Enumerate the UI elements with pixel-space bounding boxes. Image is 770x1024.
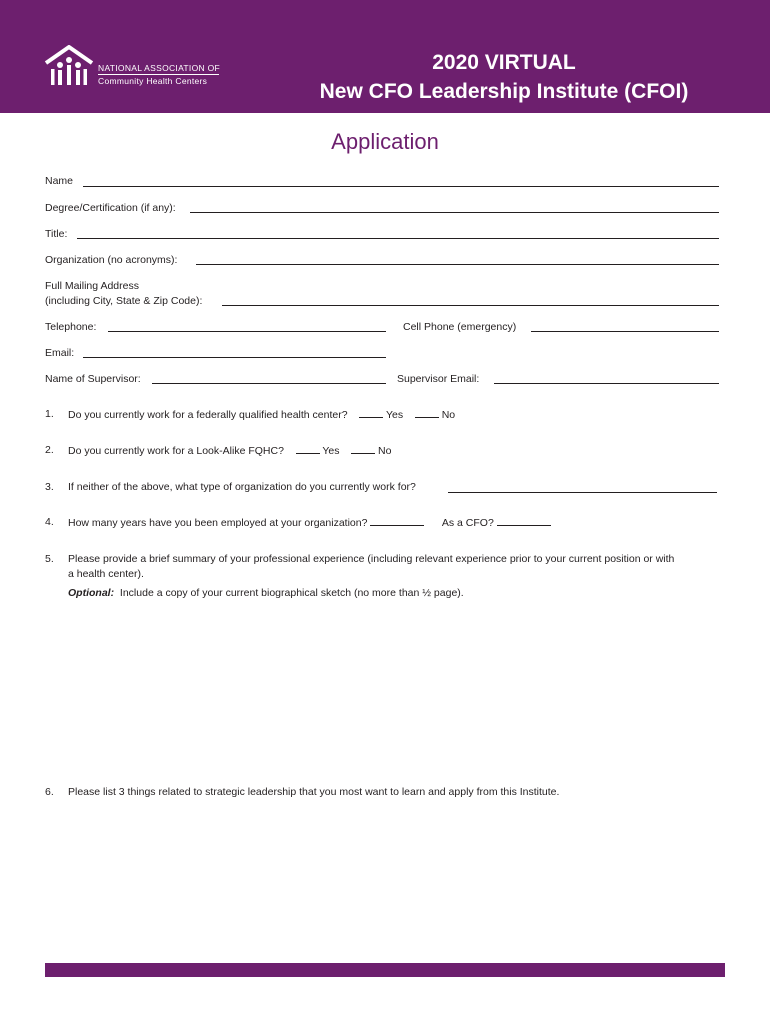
q5-answer-area[interactable] [68,605,719,775]
q1-no-blank[interactable] [415,408,439,418]
q4-cfo-years-blank[interactable] [497,516,551,526]
page-title-line1: 2020 VIRTUAL [432,51,576,74]
name-field[interactable] [83,186,719,187]
address-label-line1: Full Mailing Address [45,280,139,292]
q3-answer-field[interactable] [448,492,717,493]
email-field[interactable] [83,357,386,358]
q2-yes-label: Yes [322,445,340,457]
name-label: Name [45,175,74,187]
optional-label: Optional: [68,587,115,599]
cell-phone-field[interactable] [531,331,719,332]
question-text-line2: a health center). [68,568,144,580]
degree-label: Degree/Certification (if any): [45,202,176,214]
q2-no-blank[interactable] [351,444,375,454]
q1-yes-label: Yes [385,409,404,421]
degree-field[interactable] [190,212,719,213]
q4-years-blank[interactable] [370,516,424,526]
address-label-line2: (including City, State & Zip Code): [45,295,203,307]
question-5 [45,553,745,603]
q1-yes-blank[interactable] [359,408,383,418]
supervisor-email-field[interactable] [494,383,719,384]
question-number: 3. [45,481,54,493]
telephone-field[interactable] [108,331,386,332]
question-text: Do you currently work for a Look-Alike FQHC? [68,445,284,457]
q4-cfo-label: As a CFO? [441,517,494,529]
organization-field[interactable] [196,264,719,265]
supervisor-label: Name of Supervisor: [45,373,141,385]
q6-answer-area[interactable] [68,805,719,955]
supervisor-email-label: Supervisor Email: [397,373,480,385]
telephone-label: Telephone: [45,321,97,333]
question-number: 2. [45,444,54,456]
title-label: Title: [45,228,68,240]
question-text: Do you currently work for a federally qualified health center? [68,409,348,421]
question-number: 4. [45,516,54,528]
question-text-line1: Please provide a brief summary of your professional experience (including relevant experience prior to your current position or with [68,553,675,565]
title-field[interactable] [77,238,719,239]
question-number: 5. [45,553,54,565]
application-heading: Application [331,129,439,154]
org-name-line1: NATIONAL ASSOCIATION OF [98,63,220,73]
question-text: Please list 3 things related to strategic leadership that you most want to learn and apply from this Institute. [68,786,560,798]
org-name-line2: Community Health Centers [98,76,208,86]
email-label: Email: [45,347,75,359]
question-2 [45,444,745,458]
footer-bar [45,963,725,977]
q1-no-label: No [441,409,456,421]
question-text: If neither of the above, what type of organization do you currently work for? [68,481,416,493]
header-banner [0,0,770,113]
q2-no-label: No [378,445,392,457]
question-6 [45,786,745,800]
organization-label: Organization (no acronyms): [45,254,178,266]
question-number: 1. [45,408,54,420]
question-1 [45,408,745,422]
question-4 [45,516,745,530]
house-logo-icon [44,45,94,87]
nachc-logo [44,45,234,89]
optional-text: Include a copy of your current biographical sketch (no more than ½ page). [119,587,464,599]
address-field[interactable] [222,305,719,306]
page-title-line2: New CFO Leadership Institute (CFOI) [319,80,689,103]
question-number: 6. [45,786,54,798]
supervisor-field[interactable] [152,383,386,384]
q2-yes-blank[interactable] [296,444,320,454]
logo-divider [98,74,219,75]
question-text: How many years have you been employed at your organization? [68,517,368,529]
cell-phone-label: Cell Phone (emergency) [403,321,517,333]
